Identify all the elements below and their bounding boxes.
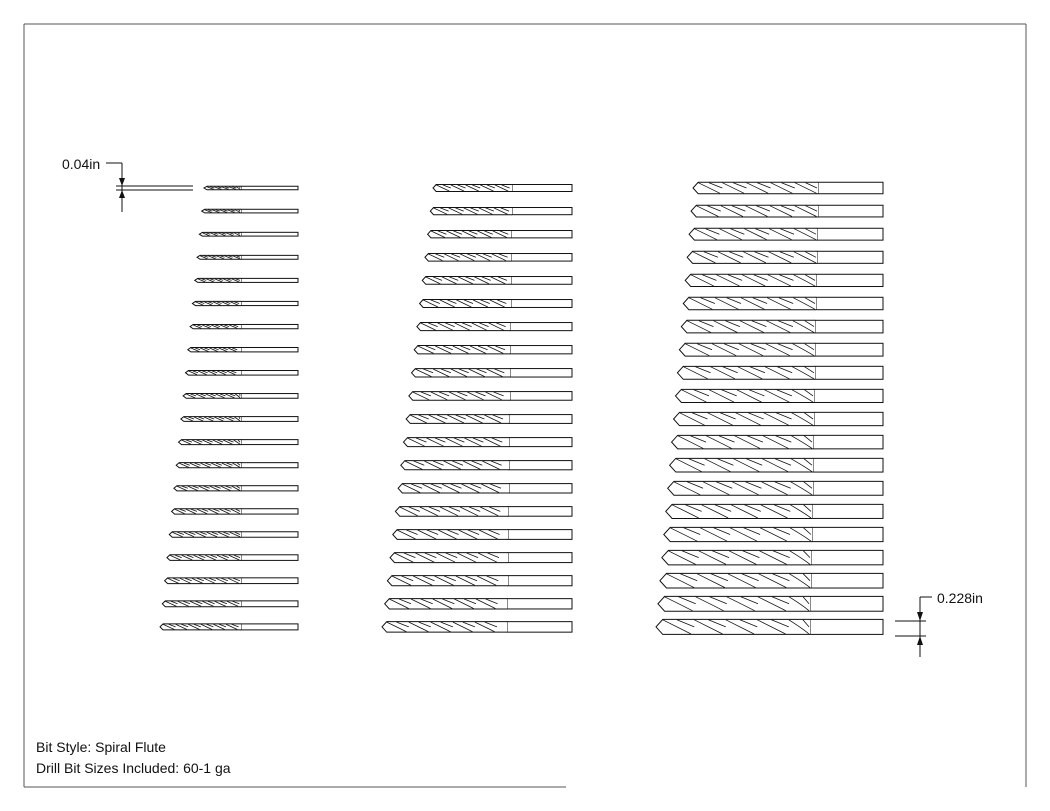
- bit-shank: [241, 186, 298, 190]
- drill-bit: [382, 622, 572, 633]
- bit-shank: [817, 228, 883, 240]
- drill-bit: [409, 392, 572, 401]
- drill-bit: [179, 440, 298, 445]
- bit-shank: [814, 389, 883, 402]
- bit-style-note: [36, 738, 166, 756]
- drill-bit: [192, 301, 298, 305]
- bit-shank: [815, 320, 883, 333]
- bit-shank: [508, 507, 572, 517]
- drill-bit: [433, 185, 572, 192]
- bit-shank: [507, 599, 572, 609]
- drill-bit: [395, 507, 572, 517]
- bit-shank: [511, 231, 572, 238]
- bit-shank: [812, 527, 883, 541]
- drill-bit: [393, 530, 572, 540]
- drill-bit: [683, 297, 883, 309]
- bit-shank: [509, 438, 572, 447]
- bit-flute-body: [670, 458, 813, 472]
- bit-flute-body: [674, 412, 814, 425]
- drill-bit: [662, 550, 883, 564]
- dimension-label-smallest: 0.04in: [62, 156, 101, 172]
- bit-shank: [818, 182, 883, 194]
- bit-shank: [241, 232, 298, 236]
- drill-bit: [693, 182, 883, 194]
- drill-bit: [398, 484, 572, 493]
- drill-bit: [387, 576, 572, 586]
- drill-bit: [658, 596, 883, 611]
- bit-flute-body: [672, 435, 813, 449]
- bit-shank: [241, 601, 298, 607]
- bit-shank: [511, 254, 572, 262]
- bit-shank: [241, 509, 298, 514]
- drill-bit: [664, 527, 883, 541]
- bit-flute-body: [662, 550, 811, 564]
- drill-bit: [185, 371, 298, 376]
- bit-column-3: [656, 182, 883, 634]
- bit-shank: [811, 573, 883, 588]
- drill-bit: [169, 532, 298, 537]
- bit-shank: [510, 346, 572, 354]
- drill-bit: [181, 417, 298, 422]
- bit-shank: [241, 394, 298, 399]
- drill-bit: [430, 208, 572, 215]
- bit-shank: [508, 553, 572, 563]
- bit-shank: [241, 440, 298, 445]
- bit-shank: [241, 555, 298, 561]
- bit-shank: [241, 578, 298, 584]
- bit-shank: [510, 369, 572, 377]
- drill-bit: [422, 277, 572, 285]
- bit-shank: [241, 486, 298, 491]
- bit-shank: [241, 347, 298, 351]
- bit-sizes-value: 60-1 ga: [183, 760, 231, 776]
- drill-bit: [681, 320, 883, 333]
- drill-bit: [162, 601, 298, 607]
- bit-style-value: Spiral Flute: [95, 739, 166, 755]
- drill-bit: [406, 415, 572, 424]
- drill-bit: [160, 624, 298, 630]
- bit-shank: [812, 504, 883, 518]
- bit-shank: [241, 463, 298, 468]
- bit-shank: [241, 301, 298, 305]
- bit-sizes-key: Drill Bit Sizes Included:: [36, 760, 180, 776]
- drill-bit: [656, 619, 883, 634]
- drill-bit: [183, 394, 298, 399]
- bit-shank: [508, 576, 572, 586]
- drill-bit: [420, 300, 572, 308]
- drill-bit: [668, 481, 883, 495]
- bit-shank: [509, 415, 572, 424]
- bit-shank: [241, 417, 298, 422]
- bit-shank: [241, 209, 298, 213]
- drill-bit: [425, 254, 572, 262]
- drill-bit: [687, 251, 883, 263]
- drill-bit: [672, 435, 883, 449]
- bit-shank: [511, 277, 572, 285]
- bit-shank: [814, 412, 883, 425]
- drill-bit: [390, 553, 572, 563]
- dimension-label-largest: 0.228in: [937, 590, 983, 606]
- bit-shank: [510, 323, 572, 331]
- bit-shank: [507, 622, 572, 633]
- bit-shank: [241, 371, 298, 376]
- dim-arrow-down-icon: [119, 178, 125, 186]
- bit-shank: [241, 278, 298, 282]
- drill-bit: [677, 366, 883, 379]
- drill-bit: [167, 555, 298, 561]
- bit-flute-body: [660, 573, 811, 588]
- drill-bit: [172, 509, 298, 514]
- bit-shank: [818, 205, 883, 217]
- bit-sizes-note: [36, 759, 231, 777]
- drill-bit: [403, 438, 572, 447]
- bit-shank: [810, 619, 883, 634]
- bit-flute-body: [658, 596, 810, 611]
- bit-shank: [816, 274, 883, 286]
- bit-shank: [816, 297, 883, 309]
- bit-shank: [510, 392, 572, 401]
- drill-bit: [414, 346, 572, 354]
- drill-bit: [674, 412, 883, 425]
- drill-bit: [691, 205, 883, 217]
- bit-shank: [509, 461, 572, 470]
- sheet-frame: [24, 24, 1026, 787]
- drill-bits: [160, 182, 883, 634]
- bit-flute-body: [656, 619, 810, 634]
- bit-shank: [813, 435, 883, 449]
- drill-bit: [197, 255, 298, 259]
- drill-bit: [689, 228, 883, 240]
- bit-shank: [811, 550, 883, 564]
- drill-bit: [679, 343, 883, 356]
- drill-bit: [385, 599, 572, 609]
- bit-shank: [815, 366, 883, 379]
- bit-shank: [511, 300, 572, 308]
- drill-bit: [174, 486, 298, 491]
- bit-shank: [241, 624, 298, 630]
- bit-shank: [813, 481, 883, 495]
- drill-bit: [204, 186, 298, 190]
- bit-shank: [813, 458, 883, 472]
- drill-bit: [660, 573, 883, 588]
- bit-shank: [241, 324, 298, 328]
- drill-bit: [195, 278, 298, 282]
- bit-shank: [512, 185, 572, 192]
- drill-bit: [190, 324, 298, 328]
- drill-bit: [670, 458, 883, 472]
- drill-bit: [188, 347, 298, 351]
- bit-shank: [815, 343, 883, 356]
- drill-bit: [202, 209, 298, 213]
- drill-bit: [428, 231, 572, 238]
- drill-bit: [165, 578, 298, 584]
- bit-column-2: [382, 185, 572, 633]
- bit-column-1: [160, 186, 298, 630]
- drill-bit: [199, 232, 298, 236]
- bit-shank: [241, 532, 298, 537]
- drill-bit: [685, 274, 883, 286]
- bit-shank: [509, 484, 572, 493]
- bit-flute-body: [668, 481, 813, 495]
- dim-arrow-up-icon: [917, 636, 923, 645]
- bit-shank: [241, 255, 298, 259]
- bit-style-key: Bit Style:: [36, 739, 92, 755]
- drill-bit: [412, 369, 572, 377]
- bit-shank: [810, 596, 883, 611]
- drill-bit: [176, 463, 298, 468]
- bit-shank: [817, 251, 883, 263]
- drill-bit: [401, 461, 572, 470]
- bit-shank: [508, 530, 572, 540]
- dim-arrow-down-icon: [917, 612, 923, 621]
- bit-shank: [512, 208, 572, 215]
- bit-flute-body: [675, 389, 814, 402]
- dim-arrow-up-icon: [119, 190, 125, 198]
- drill-bit: [675, 389, 883, 402]
- drill-bit: [666, 504, 883, 518]
- drill-bit: [417, 323, 572, 331]
